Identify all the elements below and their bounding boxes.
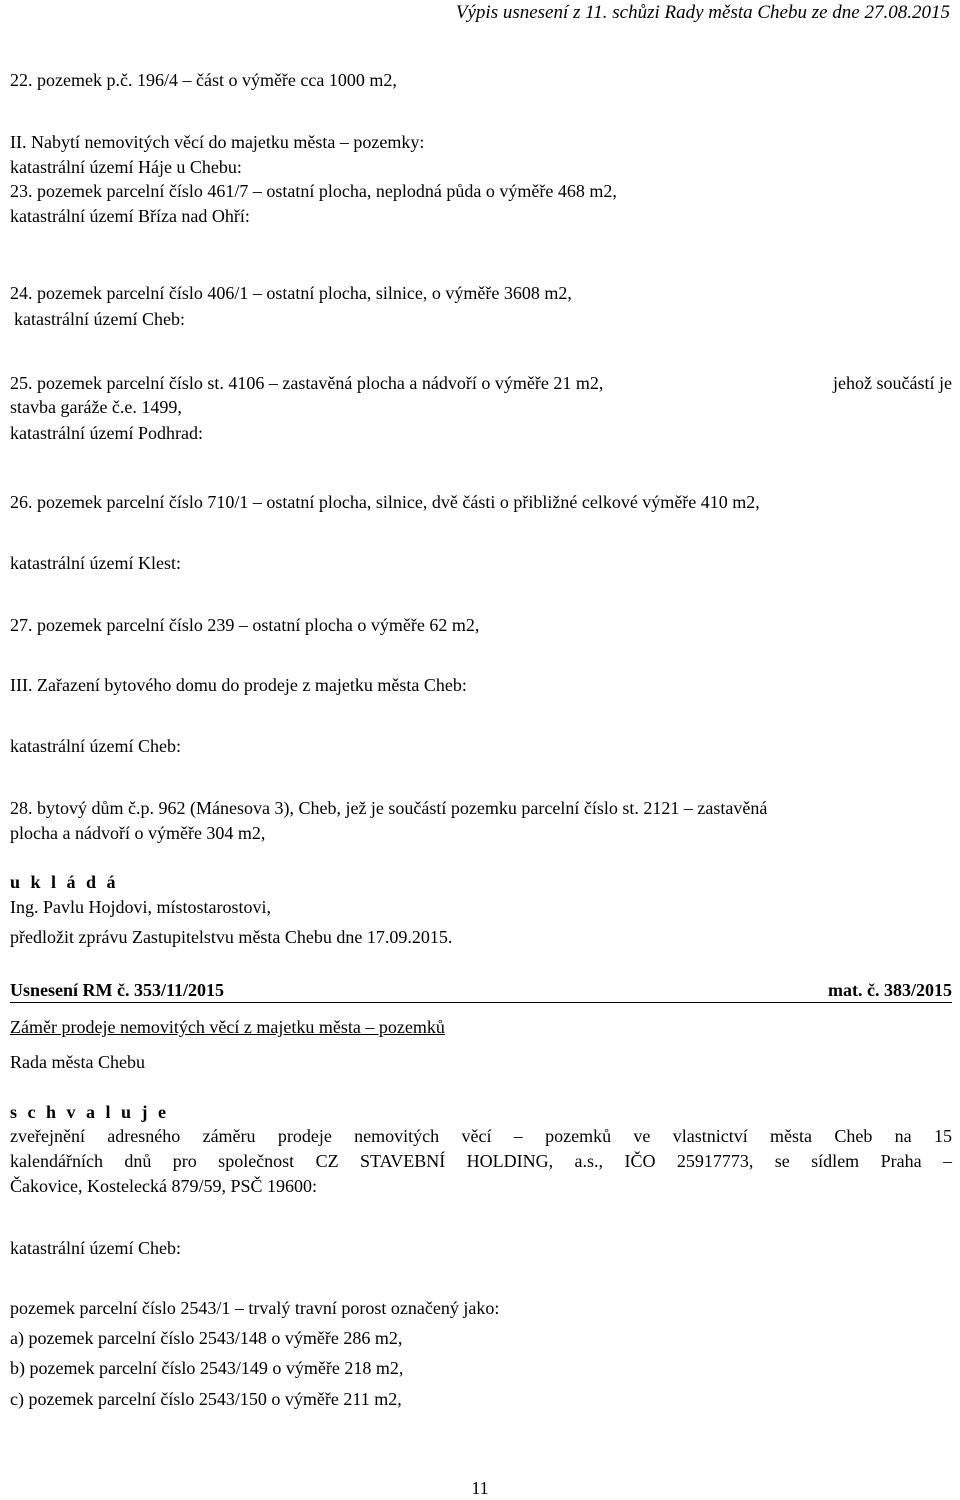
material-number: mat. č. 383/2015 bbox=[828, 980, 952, 1000]
responsible-person: Ing. Pavlu Hojdovi, místostarostovi, bbox=[10, 897, 271, 917]
cadastral-area-cheb-2: katastrální území Cheb: bbox=[10, 736, 181, 756]
item-22: 22. pozemek p.č. 196/4 – část o výměře cca 1000 m2, bbox=[10, 70, 397, 90]
item-25-line bbox=[10, 372, 952, 394]
item-28-continuation: plocha a nádvoří o výměře 304 m2, bbox=[10, 823, 266, 843]
item-28: 28. bytový dům č.p. 962 (Mánesova 3), Cheb, jež je součástí pozemku parcelní číslo st. 2121 – zastavěná bbox=[10, 798, 768, 818]
parcel-main: pozemek parcelní číslo 2543/1 – trvalý travní porost označený jako: bbox=[10, 1298, 500, 1318]
item-27: 27. pozemek parcelní číslo 239 – ostatní plocha o výměře 62 m2, bbox=[10, 615, 480, 635]
item-24: 24. pozemek parcelní číslo 406/1 – ostatní plocha, silnice, o výměře 3608 m2, bbox=[10, 283, 572, 303]
parcel-a: a) pozemek parcelní číslo 2543/148 o výměře 286 m2, bbox=[10, 1328, 403, 1348]
item-26: 26. pozemek parcelní číslo 710/1 – ostatní plocha, silnice, dvě části o přibližné celkové výměře 410 m2, bbox=[10, 492, 760, 512]
page-header: Výpis usnesení z 11. schůzi Rady města Chebu ze dne 27.08.2015 bbox=[455, 2, 950, 23]
cadastral-area-cheb-3: katastrální území Cheb: bbox=[10, 1238, 181, 1258]
resolution-title: Záměr prodeje nemovitých věcí z majetku města – pozemků bbox=[10, 1017, 445, 1037]
approval-text-line-2: kalendářních dnů pro společnost CZ STAVEBNÍ HOLDING, a.s., IČO 25917773, se sídlem Praha – bbox=[10, 1151, 952, 1171]
cadastral-area-haje: katastrální území Háje u Chebu: bbox=[10, 157, 242, 177]
page-number: 11 bbox=[471, 1478, 489, 1498]
approval-text-line-1: zveřejnění adresného záměru prodeje nemovitých věcí – pozemků ve vlastnictví města Cheb na 15 bbox=[10, 1126, 952, 1146]
uklada-heading: u k l á d á bbox=[10, 872, 119, 892]
parcel-c: c) pozemek parcelní číslo 2543/150 o výměře 211 m2, bbox=[10, 1389, 402, 1409]
cadastral-area-podhrad: katastrální území Podhrad: bbox=[10, 423, 203, 443]
item-25-building: stavba garáže č.e. 1499, bbox=[10, 397, 182, 417]
section-heading-acquisition: II. Nabytí nemovitých věcí do majetku města – pozemky: bbox=[10, 132, 425, 152]
cadastral-area-briza: katastrální území Bříza nad Ohří: bbox=[10, 206, 250, 226]
resolution-header bbox=[10, 979, 952, 1003]
resolution-number: Usnesení RM č. 353/11/2015 bbox=[10, 980, 224, 1000]
schvaluje-heading: s c h v a l u j e bbox=[10, 1102, 169, 1122]
cadastral-area-cheb: katastrální území Cheb: bbox=[14, 309, 185, 329]
council-name: Rada města Chebu bbox=[10, 1052, 145, 1072]
parcel-b: b) pozemek parcelní číslo 2543/149 o výměře 218 m2, bbox=[10, 1358, 404, 1378]
approval-text-line-3: Čakovice, Kostelecká 879/59, PSČ 19600: bbox=[10, 1176, 317, 1196]
section-heading-sale: III. Zařazení bytového domu do prodeje z majetku města Cheb: bbox=[10, 675, 467, 695]
task-text: předložit zprávu Zastupitelstvu města Chebu dne 17.09.2015. bbox=[10, 927, 453, 947]
item-25-continuation: jehož součástí je bbox=[833, 373, 952, 393]
item-23: 23. pozemek parcelní číslo 461/7 – ostatní plocha, neplodná půda o výměře 468 m2, bbox=[10, 181, 617, 201]
item-25-text: 25. pozemek parcelní číslo st. 4106 – zastavěná plocha a nádvoří o výměře 21 m2, bbox=[10, 373, 604, 393]
cadastral-area-klest: katastrální území Klest: bbox=[10, 553, 181, 573]
